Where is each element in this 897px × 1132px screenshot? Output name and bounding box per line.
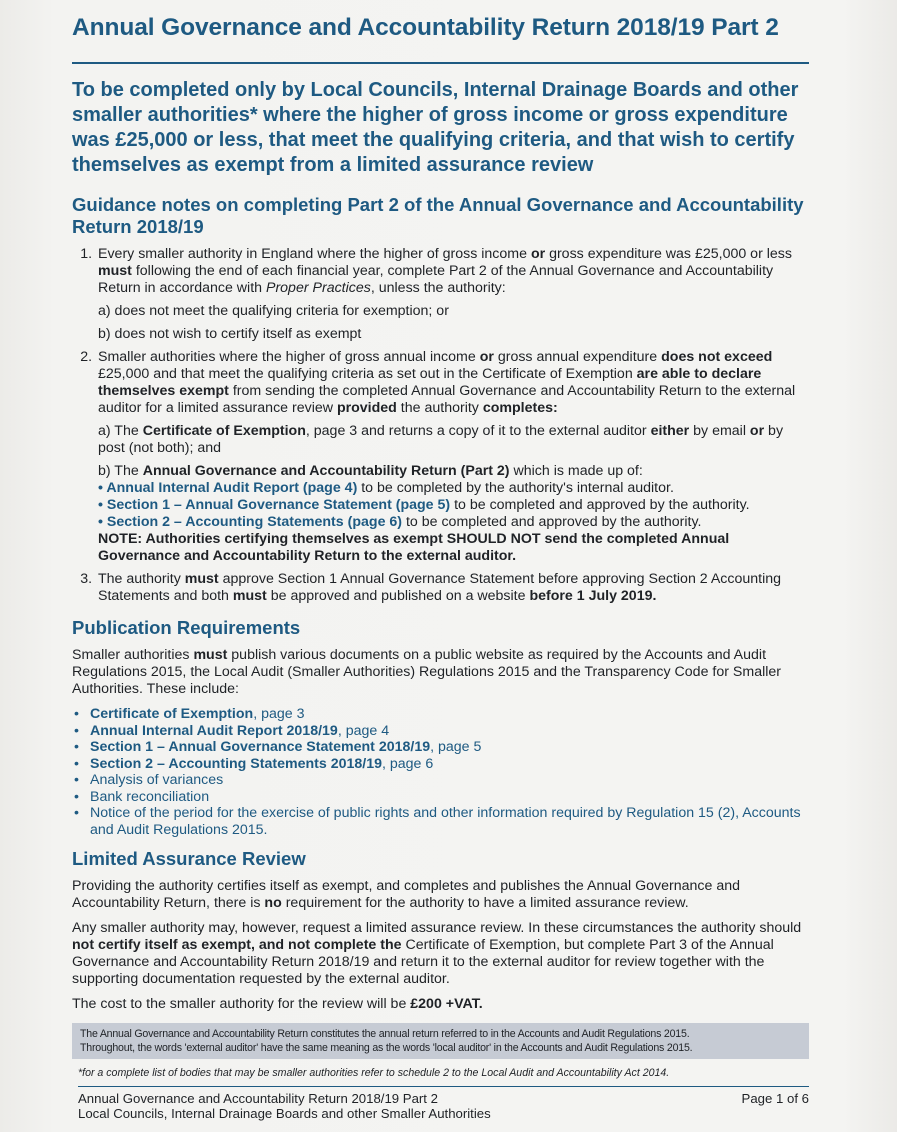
footer-doc-title: Annual Governance and Accountability Return 2018/19 Part 2 <box>78 1091 438 1106</box>
emphasis: completes: <box>482 400 558 416</box>
text: to be completed and approved by the authority. <box>450 497 750 513</box>
item-text: , page 3 <box>253 706 305 722</box>
text: by email <box>689 423 750 439</box>
publication-paragraph <box>72 647 809 698</box>
text: to be completed and approved by the authority. <box>402 514 702 530</box>
list-item <box>72 739 809 756</box>
item-text: , page 6 <box>382 755 434 772</box>
part2-component-section-1 <box>98 497 809 514</box>
guidance-item-1-a: a) does not meet the qualifying criteria for exemption; or <box>98 303 449 319</box>
text: by post (not both); and <box>98 423 784 456</box>
guidance-item-3 <box>96 571 809 605</box>
list-item <box>72 789 809 806</box>
footer-left <box>78 1091 491 1121</box>
publication-list <box>72 706 809 838</box>
part2-component-section-2 <box>98 514 809 531</box>
item-title: Section 1 – Annual Governance Statement 2018/19 <box>90 739 431 755</box>
page-title: Annual Governance and Accountability Return 2018/19 Part 2 <box>72 14 779 41</box>
item-text: , page 5 <box>430 739 482 755</box>
intro-statement: To be completed only by Local Councils, Internal Drainage Boards and other smaller authorities* where the higher of gross income or gross expenditure was £25,000 or less, that meet the qualifying criteria, and that wish to certify themselves as exempt from a limited assurance review <box>72 79 799 176</box>
emphasis: does not exceed <box>661 349 773 365</box>
text: publish various documents on a public website as required by the Accounts and Audit Regulations 2015, the Local Audit (Smaller Authorities) Regulations 2015 and the Transparency Code for Smaller Authorities. These include: <box>72 647 781 697</box>
text: Every smaller authority in England where the higher of gross income <box>98 246 531 262</box>
guidance-item-1-b: b) does not wish to certify itself as exempt <box>98 326 362 342</box>
emphasis: before 1 July 2019. <box>529 588 657 604</box>
text: The authority <box>98 571 185 587</box>
list-item <box>72 723 809 740</box>
emphasis: must <box>98 263 132 279</box>
text: b) The <box>98 463 143 479</box>
emphasis: no <box>264 895 282 911</box>
text: to be completed by the authority's internal auditor. <box>357 480 674 496</box>
text: gross annual expenditure <box>493 349 662 365</box>
limited-paragraph-1 <box>72 878 809 912</box>
emphasis: or <box>530 246 546 262</box>
list-item <box>72 706 809 723</box>
title-rule <box>72 62 809 64</box>
text: Smaller authorities where the higher of gross annual income <box>98 349 480 365</box>
guidance-item-2-a <box>98 423 809 457</box>
emphasis: £200 +VAT. <box>410 996 483 1012</box>
item-title: Section 2 – Accounting Statements 2018/19 <box>90 755 382 772</box>
text: Certificate of Exemption, but complete Part 3 of the Annual Governance and Accountability Return 2018/19 and return it to the external auditor for review together with the supporting documentation requested by the external auditor. <box>72 937 774 987</box>
text: Providing the authority certifies itself as exempt, and completes and publishes the Annual Governance and Accountability Return, there is <box>72 878 740 911</box>
item-text: Analysis of variances <box>90 772 224 788</box>
page-number: Page 1 of 6 <box>741 1091 809 1106</box>
emphasis: must <box>193 647 228 663</box>
publication-heading: Publication Requirements <box>72 617 301 638</box>
text: requirement for the authority to have a limited assurance review. <box>281 895 689 911</box>
list-item <box>72 805 809 838</box>
item-text: Bank reconciliation <box>90 788 210 805</box>
text: Any smaller authority may, however, request a limited assurance review. In these circumstances the authority should <box>72 920 802 936</box>
component-title: • Annual Internal Audit Report (page 4) <box>98 480 358 496</box>
text: a) The <box>98 423 143 439</box>
text: the authority <box>396 400 483 416</box>
guidance-item-2-b <box>98 463 809 565</box>
limited-paragraph-3 <box>72 996 809 1013</box>
text: £25,000 and that meet the qualifying criteria as set out in the Certificate of Exemption <box>98 366 637 382</box>
exempt-note: NOTE: Authorities certifying themselves as exempt SHOULD NOT send the completed Annual Governance and Accountability Return to the external auditor. <box>98 531 730 564</box>
definitions-note-box <box>72 1023 809 1059</box>
text: be approved and published on a website <box>266 588 530 604</box>
guidance-heading: Guidance notes on completing Part 2 of the Annual Governance and Accountability Return 2018/19 <box>72 194 804 237</box>
part2-component-internal-audit <box>98 480 809 497</box>
list-item <box>72 772 809 789</box>
emphasis: are able to declare themselves exempt <box>98 366 762 399</box>
text: Smaller authorities <box>72 647 194 663</box>
footnote: *for a complete list of bodies that may be smaller authorities refer to schedule 2 to the Local Audit and Accountability Act 2014. <box>78 1067 670 1079</box>
list-item <box>72 756 809 773</box>
footer-audience: Local Councils, Internal Drainage Boards and other Smaller Authorities <box>78 1106 491 1121</box>
page-footer <box>78 1086 809 1121</box>
guidance-item-1 <box>96 246 809 343</box>
guidance-list <box>72 246 809 605</box>
note-line-1: The Annual Governance and Accountability Return constitutes the annual return referred to in the Accounts and Audit Regulations 2015. <box>80 1028 690 1040</box>
emphasis: Certificate of Exemption <box>142 423 306 439</box>
italic-text: Proper Practices <box>265 280 371 296</box>
emphasis: either <box>650 423 690 439</box>
limited-paragraph-2 <box>72 920 809 988</box>
text: approve Section 1 Annual Governance Statement before approving Section 2 Accounting Statements and both <box>98 571 782 604</box>
emphasis: must <box>232 588 267 604</box>
item-text: , page 4 <box>337 722 390 739</box>
emphasis: or <box>479 349 494 365</box>
limited-assurance-heading: Limited Assurance Review <box>72 848 306 869</box>
text: gross expenditure was £25,000 or less <box>545 246 792 262</box>
emphasis: must <box>184 571 219 587</box>
text: , page 3 and returns a copy of it to the external auditor <box>305 423 651 439</box>
component-title: • Section 2 – Accounting Statements (page 6) <box>98 514 403 530</box>
text: which is made up of: <box>509 463 643 479</box>
text: , unless the authority: <box>370 280 506 296</box>
emphasis: Annual Governance and Accountability Return (Part 2) <box>142 463 510 479</box>
emphasis: provided <box>336 400 397 416</box>
component-title: • Section 1 – Annual Governance Statement (page 5) <box>98 497 451 513</box>
item-title: Annual Internal Audit Report 2018/19 <box>90 722 338 739</box>
text: following the end of each financial year, complete Part 2 of the Annual Governance and Accountability Return in accordance with <box>98 263 774 296</box>
emphasis: not certify itself as exempt, and not complete the <box>72 937 402 953</box>
item-text: Notice of the period for the exercise of public rights and other information required by Regulation 15 (2), Accounts and Audit Regulations 2015. <box>90 805 801 838</box>
item-title: Certificate of Exemption <box>90 706 254 722</box>
emphasis: or <box>749 423 765 439</box>
note-line-2: Throughout, the words 'external auditor' have the same meaning as the words 'local auditor' in the Accounts and Audit Regulations 2015. <box>80 1042 693 1054</box>
text: from sending the completed Annual Governance and Accountability Return to the external auditor for a limited assurance review <box>98 383 796 416</box>
guidance-item-2 <box>96 349 809 565</box>
text: The cost to the smaller authority for the review will be <box>72 996 411 1012</box>
